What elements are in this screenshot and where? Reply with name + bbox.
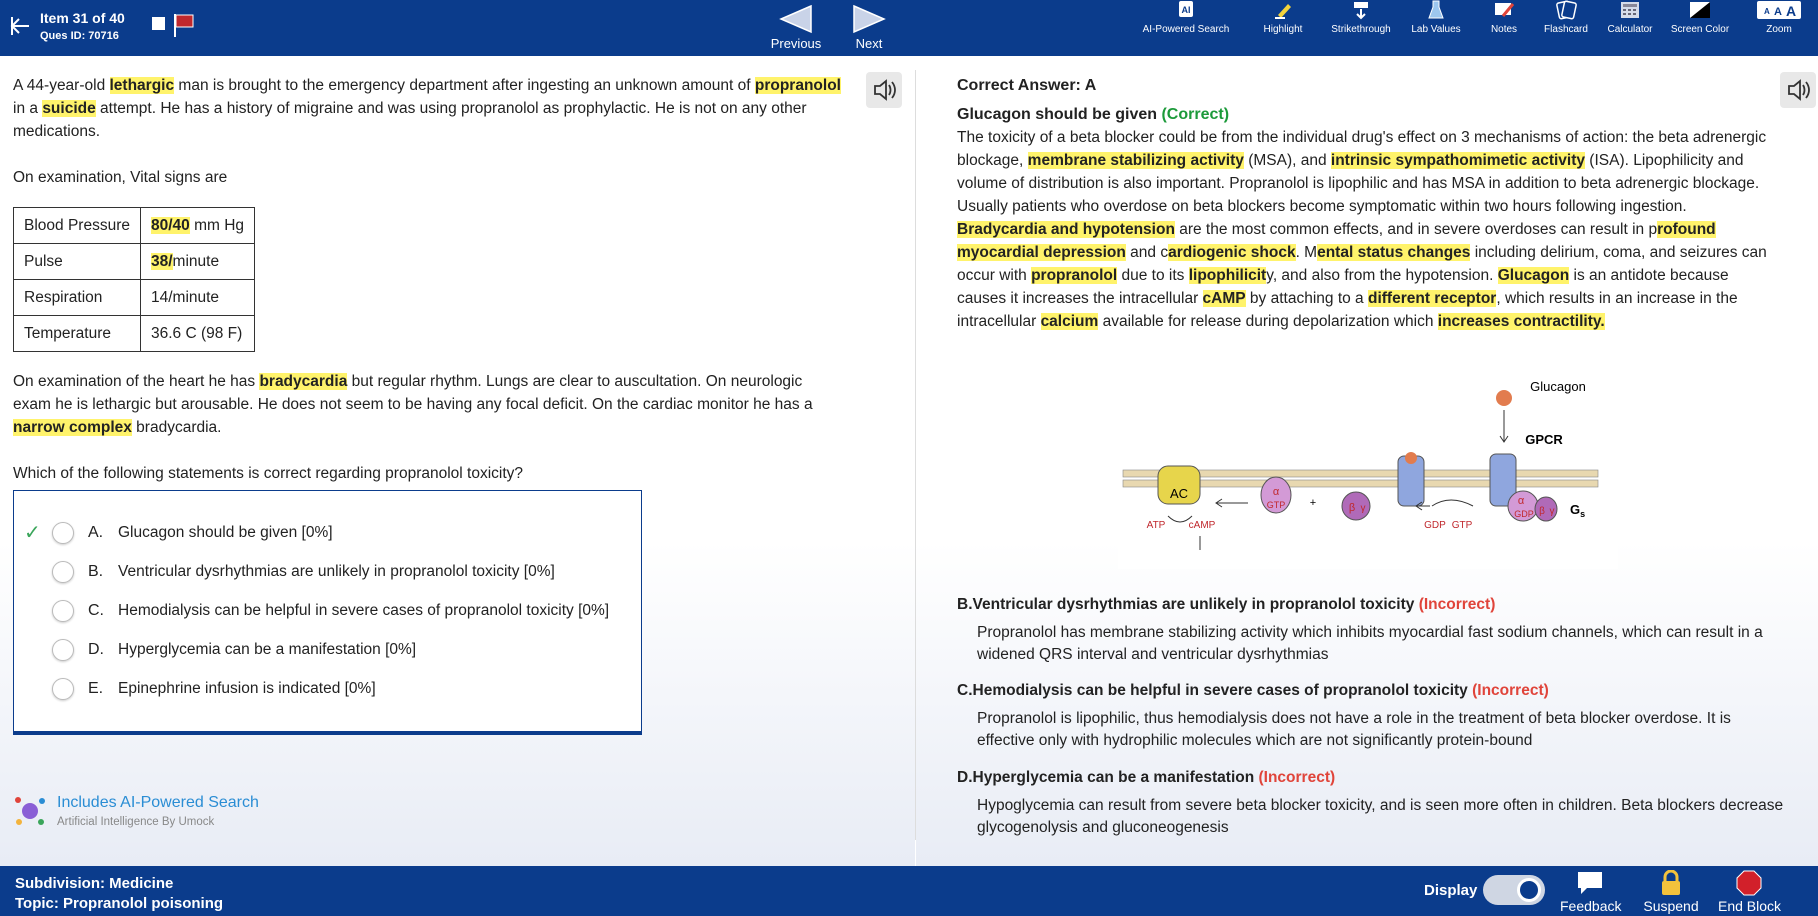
explanation-heading: [957, 103, 1777, 126]
speaker-icon: [1780, 72, 1816, 108]
flashcard-icon: [1553, 0, 1579, 20]
alpha-label: α: [1272, 486, 1280, 498]
body-text: (ISA). Lipophilicity and volume of distribution is also important. Propranolol is lipophilic and has MSA in addition to beta adrenergic blockage. Usually patients who overdose on beta blockers become symptomatic within two hours following ingestion.: [957, 152, 1760, 215]
gs-label: [1570, 502, 1585, 519]
option-c-heading: [957, 682, 1549, 700]
stem-text: bradycardia.: [131, 419, 222, 436]
notes-icon: [1491, 0, 1517, 20]
choice-b[interactable]: [14, 557, 634, 587]
flag-icon[interactable]: [173, 12, 195, 38]
glucagon-label: Glucagon: [1530, 379, 1586, 394]
vital-text: minute: [172, 253, 220, 270]
explanation-text: [957, 74, 1777, 333]
explanation-body: [957, 126, 1777, 333]
highlighted-text: ardiogenic shock: [1168, 244, 1296, 261]
vital-name: Pulse: [14, 244, 141, 280]
previous-arrow-icon: [779, 4, 813, 34]
choice-letter: C.: [88, 602, 104, 619]
body-text: due to its: [1117, 267, 1189, 284]
choice-d[interactable]: [14, 635, 634, 665]
heading-text: Glucagon should be given: [957, 106, 1158, 123]
choice-text: Epinephrine infusion is indicated [0%]: [118, 680, 376, 697]
mark-checkbox[interactable]: [152, 17, 165, 30]
vital-value: [140, 208, 254, 244]
choice-text: Hyperglycemia can be a manifestation [0%]: [118, 641, 417, 658]
bottom-bar: [0, 866, 1818, 916]
plus-label: +: [1309, 497, 1317, 509]
table-row: [14, 316, 255, 352]
gdp-label: GDP: [1424, 520, 1446, 531]
body-text: (MSA), and: [1243, 152, 1331, 169]
subdivision-label: Subdivision: Medicine: [15, 875, 174, 892]
table-row: [14, 280, 255, 316]
ai-search-promo[interactable]: [13, 794, 259, 833]
highlighted-text: bradycardia: [259, 373, 348, 390]
vital-name: Respiration: [14, 280, 141, 316]
previous-label: Previous: [770, 36, 822, 51]
ai-logo-icon: [13, 794, 47, 828]
choice-c[interactable]: [14, 596, 634, 626]
mechanism-diagram: [1118, 378, 1618, 569]
stem-text: attempt. He has a history of migraine and was using propranolol as prophylactic. He is not on any other medications.: [13, 100, 807, 140]
choice-text: Glucagon should be given [0%]: [118, 524, 333, 541]
stem-text: man is brought to the emergency department after ingesting an unknown amount of: [174, 77, 755, 94]
option-b-explanation: Propranolol has membrane stabilizing activity which inhibits myocardial fast sodium channels, which can result in a widened QRS interval and ventricular dysrhythmias: [977, 624, 1763, 663]
gamma-label: γ: [1360, 503, 1366, 514]
top-bar: [0, 0, 1818, 56]
tool-label: Zoom: [1766, 24, 1792, 35]
radio-button[interactable]: [52, 522, 74, 544]
body-text: and c: [1125, 244, 1169, 261]
body-text: , which results in an increase in the intracellular: [957, 290, 1738, 330]
status-incorrect: (Incorrect): [1472, 682, 1549, 699]
ai-title[interactable]: Includes AI-Powered Search: [57, 794, 259, 811]
alpha-label-2: α: [1517, 495, 1525, 507]
choice-a[interactable]: [14, 518, 634, 548]
gdp-label-2: GDP: [1514, 509, 1534, 519]
beta-gamma-shape: [1342, 492, 1370, 520]
highlighted-text: 38/: [150, 253, 173, 270]
vital-name: Blood Pressure: [14, 208, 141, 244]
body-text: The toxicity of a beta blocker could be from the individual drug's effect on 3 mechanisms of action: the beta adrenergic blockage,: [957, 129, 1767, 169]
gs-text: G: [1570, 502, 1581, 517]
vital-text: mm Hg: [189, 217, 245, 234]
choice-text: Ventricular dysrhythmias are unlikely in propranolol toxicity [0%]: [118, 563, 555, 580]
stem-text: but regular rhythm. Lungs are clear to auscultation. On neurologic exam he is lethargic but arousable. He does not seem to be having any focal deficit. On the cardiac monitor he has a: [13, 373, 813, 413]
gs-subscript: s: [1580, 509, 1586, 519]
vital-value: 36.6 C (98 F): [140, 316, 254, 352]
radio-button[interactable]: [52, 561, 74, 583]
tool-flashcard[interactable]: [1541, 0, 1591, 35]
tool-ai-search[interactable]: [1140, 0, 1232, 35]
checkmark-icon: ✓: [24, 522, 41, 544]
correct-answer: Correct Answer: A: [957, 77, 1097, 94]
atp-label: ATP: [1146, 520, 1166, 531]
strikethrough-icon: [1348, 0, 1374, 20]
status-incorrect: (Incorrect): [1258, 769, 1336, 786]
item-info: [40, 10, 125, 42]
feedback-button[interactable]: [1560, 870, 1620, 914]
gtp-label-2: GTP: [1451, 520, 1473, 531]
tool-zoom[interactable]: [1756, 0, 1802, 35]
toggle-knob: [1517, 878, 1541, 902]
vital-name: Temperature: [14, 316, 141, 352]
highlighted-text: lethargic: [109, 77, 175, 94]
highlighted-text: lipophilicit: [1188, 267, 1267, 284]
question-stem: [13, 74, 843, 485]
highlighted-text: rofound myocardial depression: [957, 221, 1716, 261]
glucagon-ligand-icon: [1496, 390, 1512, 406]
gpcr-label: GPCR: [1525, 432, 1563, 447]
tool-label: Lab Values: [1411, 24, 1461, 35]
glucagon-mechanism-figure: [1118, 378, 1618, 569]
calculator-icon: [1617, 0, 1643, 20]
tool-notes[interactable]: [1488, 0, 1520, 35]
topic-label: Topic: Propranolol poisoning: [15, 895, 224, 912]
question-id: Ques ID: 70716: [40, 30, 119, 42]
camp-label: cAMP: [1188, 520, 1216, 531]
option-heading-text: B.Ventricular dysrhythmias are unlikely in propranolol toxicity: [957, 596, 1415, 613]
option-heading-text: C.Hemodialysis can be helpful in severe cases of propranolol toxicity: [957, 682, 1468, 699]
gdp-gtp-exchange-arrow: [1432, 500, 1473, 506]
lock-icon: [1656, 870, 1686, 896]
option-c-explanation: Propranolol is lipophilic, thus hemodialysis does not have a role in the treatment of beta blocker overdose. It is effective only with hydrophilic molecules which are not significantly protein-bound: [977, 710, 1731, 749]
body-text: including delirium, coma, and seizures can occur with: [957, 244, 1767, 284]
alpha-to-ac-arrow: [1216, 499, 1248, 507]
highlighted-text: membrane stabilizing activity: [1027, 152, 1244, 169]
stem-paragraph-2: On examination, Vital signs are: [13, 169, 228, 186]
choice-text: Hemodialysis can be helpful in severe cases of propranolol toxicity [0%]: [118, 602, 610, 619]
ligand-dot: [1405, 452, 1417, 464]
question-pane: [0, 56, 915, 866]
tool-label: Screen Color: [1670, 24, 1730, 35]
table-row: [14, 244, 255, 280]
end-block-button[interactable]: [1718, 870, 1780, 914]
read-aloud-explanation-button[interactable]: [1780, 72, 1816, 108]
next-label: Next: [855, 36, 883, 51]
item-counter: Item 31 of 40: [40, 10, 125, 26]
display-label: Display: [1424, 882, 1478, 899]
tool-lab-values[interactable]: [1408, 0, 1464, 35]
back-arrow-icon[interactable]: [8, 14, 32, 38]
flask-icon: [1423, 0, 1449, 20]
stem-text: in a: [13, 100, 43, 117]
radio-button[interactable]: [52, 600, 74, 622]
choice-letter: B.: [88, 563, 104, 580]
glucagon-arrow: [1500, 410, 1508, 442]
tool-label: AI-Powered Search: [1142, 24, 1230, 35]
previous-button[interactable]: [761, 4, 831, 51]
ac-label: AC: [1169, 486, 1189, 501]
tool-highlight[interactable]: [1258, 0, 1308, 35]
body-text: by attaching to a: [1245, 290, 1368, 307]
choice-letter: E.: [88, 680, 104, 697]
svg-text:A: A: [1764, 7, 1770, 16]
svg-text:AI: AI: [1181, 5, 1191, 15]
highlighted-text: calcium: [1040, 313, 1099, 330]
body-text: available for release during depolarization which: [1098, 313, 1438, 330]
question-prompt: Which of the following statements is correct regarding propranolol toxicity?: [13, 465, 524, 482]
table-row: [14, 208, 255, 244]
option-d-heading: [957, 769, 1335, 787]
highlighted-text: narrow complex: [13, 419, 132, 436]
highlighter-icon: [1270, 0, 1296, 20]
tool-label: Flashcard: [1544, 24, 1588, 35]
end-block-label: End Block: [1718, 898, 1782, 914]
suspend-label: Suspend: [1643, 898, 1699, 914]
stem-paragraph-3: [13, 370, 843, 439]
status-correct: (Correct): [1161, 106, 1230, 123]
choice-letter: D.: [88, 641, 104, 658]
highlighted-text: intrinsic sympathomimetic activity: [1330, 152, 1585, 169]
speech-bubble-icon: [1575, 870, 1605, 896]
tool-strikethrough[interactable]: [1330, 0, 1392, 35]
tool-label: Calculator: [1607, 24, 1653, 35]
stem-text: A 44-year-old: [13, 77, 110, 94]
choice-letter: A.: [88, 524, 104, 541]
gamma-label-2: γ: [1549, 506, 1555, 517]
highlighted-text: propranolol: [1031, 267, 1118, 284]
vital-value: 14/minute: [140, 280, 254, 316]
highlighted-text: ental status changes: [1317, 244, 1471, 261]
highlighted-text: cAMP: [1202, 290, 1246, 307]
highlighted-text: suicide: [42, 100, 96, 117]
body-text: is an antidote because causes it increases the intracellular: [957, 267, 1729, 307]
highlighted-text: Glucagon: [1497, 267, 1570, 284]
body-text: . M: [1295, 244, 1318, 261]
display-toggle[interactable]: [1483, 875, 1545, 905]
ai-icon: [1173, 0, 1199, 20]
contrast-icon: [1687, 0, 1713, 20]
stem-text: On examination of the heart he has: [13, 373, 260, 390]
tool-label: Highlight: [1263, 24, 1303, 35]
option-d-explanation: Hypoglycemia can result from severe beta blocker toxicity, and is seen more often in children. Beta blockers decrease glycogenolysis and gluconeogenesis: [977, 797, 1784, 836]
tool-screen-color[interactable]: [1668, 0, 1732, 35]
speaker-icon: [866, 72, 902, 108]
zoom-icon: [1756, 0, 1802, 20]
read-aloud-button[interactable]: [866, 72, 902, 108]
ai-subtitle: Artificial Intelligence By Umock: [57, 816, 215, 828]
choice-e[interactable]: [14, 674, 634, 704]
radio-button[interactable]: [52, 678, 74, 700]
beta-label: β: [1348, 502, 1356, 514]
tool-label: Notes: [1490, 24, 1518, 35]
vital-value: [140, 244, 254, 280]
gtp-label: GTP: [1266, 500, 1286, 510]
tool-label: Strikethrough: [1331, 24, 1391, 35]
highlighted-text: increases contractility.: [1437, 313, 1605, 330]
next-arrow-icon: [852, 4, 886, 34]
option-b-heading: [957, 596, 1495, 614]
option-heading-text: D.Hyperglycemia can be a manifestation: [957, 769, 1255, 786]
body-text: are the most common effects, and in severe overdoses can result in p: [1174, 221, 1658, 238]
answer-choices: [13, 490, 642, 735]
feedback-label: Feedback: [1560, 898, 1622, 914]
svg-text:A: A: [1774, 6, 1782, 18]
status-incorrect: (Incorrect): [1418, 596, 1496, 613]
highlighted-text: propranolol: [754, 77, 841, 94]
next-button[interactable]: [834, 4, 904, 51]
highlighted-text: 80/40: [150, 217, 190, 234]
highlighted-text: different receptor: [1367, 290, 1497, 307]
stem-paragraph-1: [13, 74, 843, 143]
tool-calculator[interactable]: [1605, 0, 1655, 35]
vitals-table: [13, 207, 255, 352]
body-text: y, and also from the hypotension.: [1266, 267, 1498, 284]
svg-text:A: A: [1786, 3, 1797, 19]
beta-label-2: β: [1539, 506, 1545, 517]
stop-sign-icon: [1734, 870, 1764, 896]
radio-button[interactable]: [52, 639, 74, 661]
highlighted-text: Bradycardia and hypotension: [957, 221, 1175, 238]
suspend-button[interactable]: [1643, 870, 1699, 914]
